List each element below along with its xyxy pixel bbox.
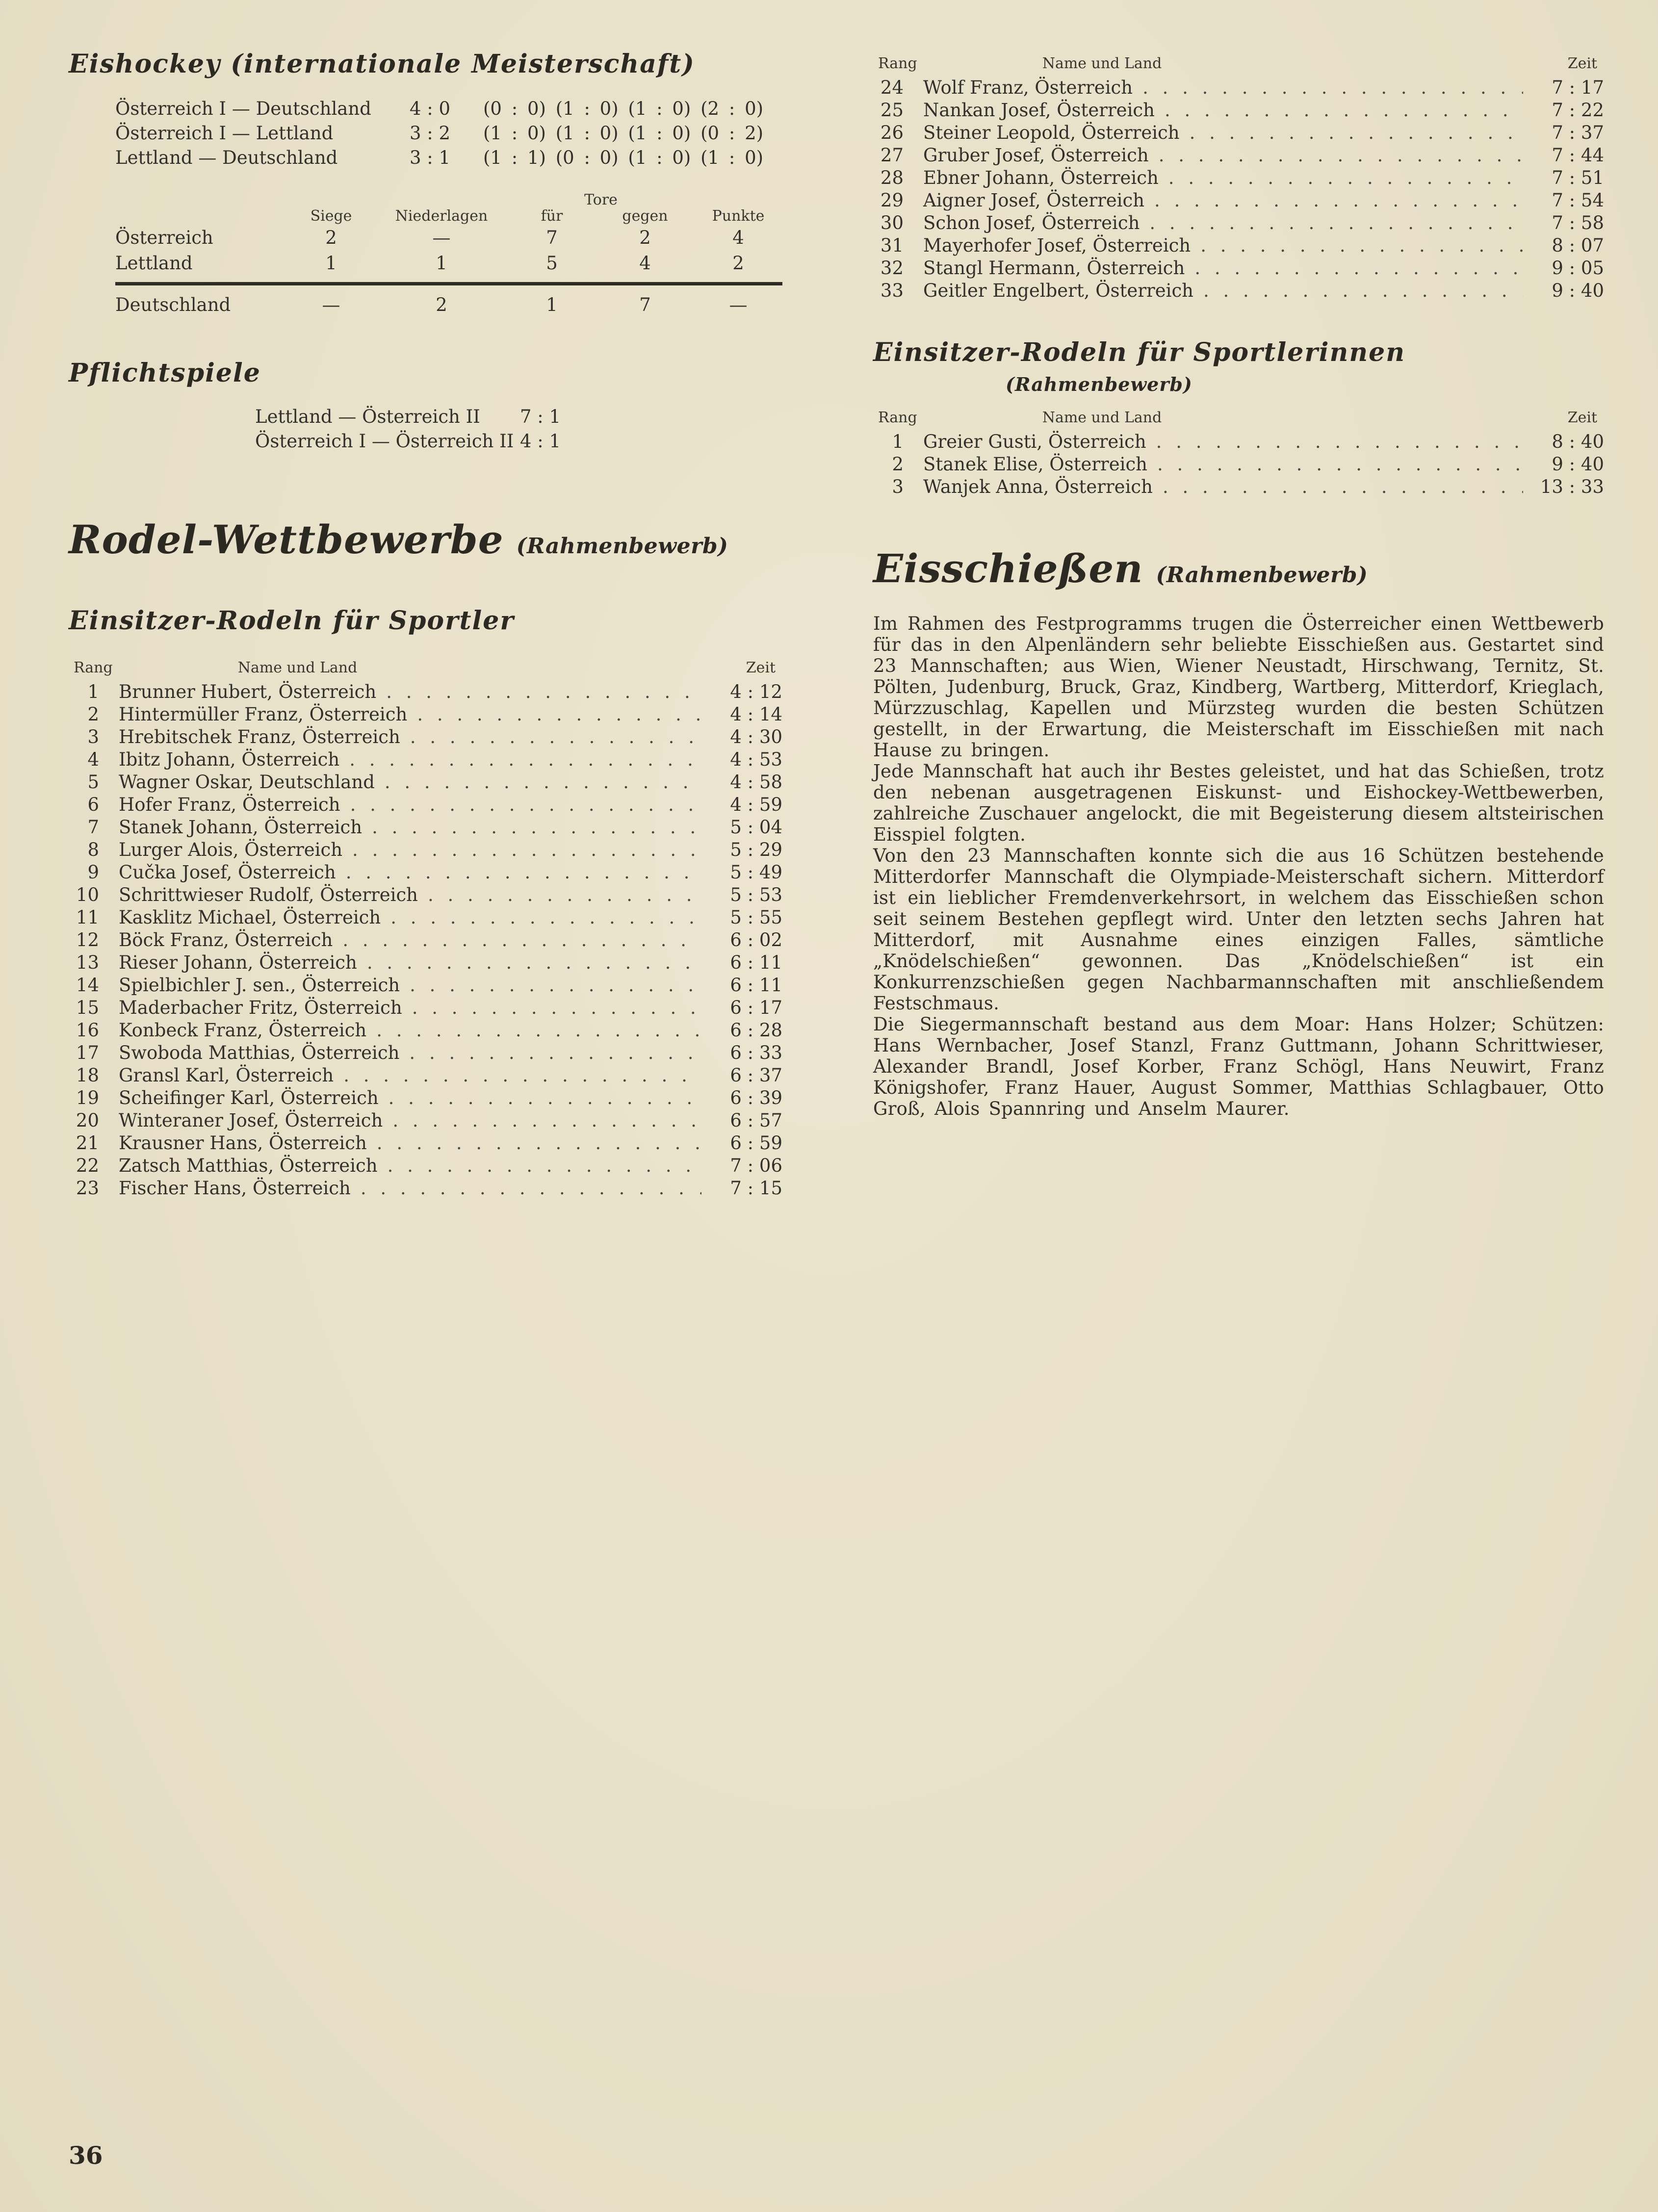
rank-number: 3: [87, 726, 99, 747]
rank-row: [873, 144, 1604, 167]
time-value: 4 : 53: [730, 749, 782, 770]
rang-column-header: Rang: [878, 55, 917, 72]
niederlagen-column-header: Niederlagen: [395, 207, 488, 225]
rank-number: 26: [880, 122, 904, 143]
rank-number: 17: [76, 1042, 99, 1063]
dot-leader: [342, 929, 701, 952]
rank-row: [873, 99, 1604, 122]
time-value: 7 : 54: [1552, 190, 1604, 211]
tore-gegen-column-header: gegen: [622, 207, 668, 225]
niederlagen-value: —: [432, 227, 451, 248]
siege-value: 2: [325, 227, 337, 248]
rank-row: [69, 861, 782, 884]
dot-leader: [410, 726, 701, 748]
rank-number: 5: [87, 772, 99, 793]
rank-number: 1: [892, 431, 904, 452]
eishockey-title: Eishockey (internationale Meisterschaft): [69, 49, 695, 79]
competitor-name: Hintermüller Franz, Österreich: [119, 704, 408, 725]
punkte-value: 2: [732, 253, 744, 274]
rodel-title-text: Rodel-Wettbewerbe: [69, 516, 504, 563]
name-column-header: Name und Land: [237, 659, 358, 676]
page-number: 36: [69, 2141, 103, 2170]
competitor-name: Stanek Johann, Österreich: [119, 817, 363, 838]
rang-column-header: Rang: [74, 659, 113, 676]
standings-row: [115, 225, 782, 251]
time-value: 13 : 33: [1540, 476, 1604, 497]
time-value: 5 : 29: [730, 839, 782, 860]
rank-row: [873, 189, 1604, 212]
rank-number: 4: [87, 749, 99, 770]
rank-number: 28: [880, 167, 904, 188]
rank-row: [873, 453, 1604, 476]
pflichtspiele-title: Pflichtspiele: [69, 358, 261, 388]
dot-leader: [352, 839, 701, 861]
competitor-name: Hofer Franz, Österreich: [119, 794, 340, 815]
time-value: 7 : 22: [1552, 100, 1604, 121]
competitor-name: Ebner Johann, Österreich: [923, 167, 1159, 188]
competitor-name: Lurger Alois, Österreich: [119, 839, 343, 860]
name-column-header: Name und Land: [1042, 409, 1162, 426]
standings-rows-below-line: [115, 292, 782, 318]
rank-row: [69, 929, 782, 952]
rank-number: 1: [87, 681, 99, 702]
standings-divider-rule: [115, 282, 782, 285]
rank-row: [873, 167, 1604, 189]
time-value: 8 : 40: [1552, 431, 1604, 452]
competitor-name: Gruber Josef, Österreich: [923, 145, 1149, 166]
dot-leader: [350, 794, 701, 816]
rank-number: 18: [76, 1065, 99, 1086]
match-score: 3 : 1: [410, 147, 451, 168]
competitor-name: Geitler Engelbert, Österreich: [923, 280, 1193, 301]
rank-number: 25: [880, 100, 904, 121]
match-period-scores: (0 : 0) (1 : 0) (1 : 0) (2 : 0): [483, 98, 764, 119]
time-value: 4 : 59: [730, 794, 782, 815]
match-score: 4 : 0: [410, 98, 451, 119]
rank-row: [69, 1019, 782, 1042]
siege-value: 1: [325, 253, 337, 274]
rank-number: 2: [892, 454, 904, 475]
rank-row: [69, 816, 782, 839]
time-value: 9 : 40: [1552, 280, 1604, 301]
dot-leader: [386, 681, 701, 703]
dot-leader: [412, 997, 701, 1019]
competitor-name: Swoboda Matthias, Österreich: [119, 1042, 400, 1063]
sportlerinnen-section-title: Einsitzer-Rodeln für Sportlerinnen: [873, 337, 1406, 367]
rank-number: 12: [76, 929, 99, 951]
eishockey-standings-table: [115, 193, 782, 318]
time-value: 9 : 40: [1552, 454, 1604, 475]
sportlerinnen-rahmenbewerb-subtitle: (Rahmenbewerb): [1006, 373, 1192, 395]
rank-number: 19: [76, 1087, 99, 1108]
time-value: 7 : 37: [1552, 122, 1604, 143]
dot-leader: [1165, 99, 1523, 122]
competitor-name: Aigner Josef, Österreich: [923, 190, 1145, 211]
time-value: 6 : 57: [730, 1110, 782, 1131]
dot-leader: [1163, 476, 1523, 498]
rank-number: 2: [87, 704, 99, 725]
time-value: 6 : 02: [730, 929, 782, 951]
dot-leader: [410, 974, 701, 997]
time-value: 7 : 44: [1552, 145, 1604, 166]
rodel-wettbewerbe-title: [69, 516, 782, 563]
competitor-name: Cučka Josef, Österreich: [119, 862, 336, 883]
sportlerinnen-list: [873, 431, 1604, 498]
time-value: 6 : 33: [730, 1042, 782, 1063]
match-result-row: [115, 121, 782, 146]
zeit-column-header: Zeit: [1567, 409, 1597, 426]
zeit-column-header: Zeit: [746, 659, 776, 676]
rank-row: [873, 122, 1604, 144]
dot-leader: [389, 1087, 701, 1109]
rank-row: [69, 1109, 782, 1132]
left-column: [69, 49, 782, 1200]
rank-number: 20: [76, 1110, 99, 1131]
rank-number: 22: [76, 1155, 99, 1176]
niederlagen-value: 1: [436, 253, 447, 274]
time-value: 7 : 51: [1552, 167, 1604, 188]
competitor-name: Winteraner Josef, Österreich: [119, 1110, 383, 1131]
siege-column-header: Siege: [310, 207, 352, 225]
match-score: 3 : 2: [410, 123, 451, 144]
competitor-name: Krausner Hans, Österreich: [119, 1132, 367, 1154]
competitor-name: Stangl Hermann, Österreich: [923, 257, 1185, 279]
time-value: 7 : 15: [730, 1178, 782, 1199]
standings-tore-header-row: [115, 193, 782, 207]
rank-number: 15: [76, 997, 99, 1018]
dot-leader: [385, 771, 701, 794]
rank-number: 11: [76, 907, 99, 928]
time-value: 6 : 28: [730, 1020, 782, 1041]
rank-number: 7: [87, 817, 99, 838]
competitor-name: Wagner Oskar, Deutschland: [119, 772, 375, 793]
dot-leader: [367, 952, 701, 974]
competitor-name: Steiner Leopold, Österreich: [923, 122, 1180, 143]
rodel-rahmenbewerb-subtitle: (Rahmenbewerb): [516, 534, 728, 559]
team-name: Deutschland: [115, 294, 231, 315]
standings-row: [115, 251, 782, 276]
rank-row: [69, 726, 782, 748]
rank-row: [69, 839, 782, 861]
rank-row: [873, 212, 1604, 234]
dot-leader: [1190, 122, 1523, 144]
match-result-row: [115, 97, 782, 121]
niederlagen-value: 2: [436, 294, 447, 315]
standings-header-row: [115, 207, 782, 225]
rank-number: 3: [892, 476, 904, 497]
time-value: 4 : 14: [730, 704, 782, 725]
rank-row: [69, 681, 782, 703]
tore-fuer-value: 1: [546, 294, 558, 315]
dot-leader: [409, 1042, 701, 1064]
competitor-name: Greier Gusti, Österreich: [923, 431, 1146, 452]
standings-row: [115, 292, 782, 318]
match-result-row: [115, 146, 782, 170]
rank-row: [69, 884, 782, 906]
siege-value: —: [322, 294, 340, 315]
rank-row: [873, 431, 1604, 453]
rang-column-header: Rang: [878, 409, 917, 426]
dot-leader: [1154, 189, 1523, 212]
dot-leader: [1156, 431, 1523, 453]
rank-number: 33: [880, 280, 904, 301]
rank-row: [69, 1064, 782, 1087]
dot-leader: [346, 861, 701, 884]
dot-leader: [1200, 234, 1523, 257]
dot-leader: [349, 748, 701, 771]
tore-column-label: Tore: [584, 191, 618, 208]
time-value: 8 : 07: [1552, 235, 1604, 256]
rank-number: 16: [76, 1020, 99, 1041]
eisschiessen-rahmenbewerb-subtitle: (Rahmenbewerb): [1156, 563, 1368, 588]
rank-row: [69, 1155, 782, 1177]
paragraph: Jede Mannschaft hat auch ihr Bestes geleistet, und hat das Schießen, trotz den nebenan ausgetragenen Eiskunst- und Eishockey-Wettbewerben, zahlreiche Zuschauer angelockt, die mit Begeisterung diesem altsteirischen Eisspiel folgten.: [873, 761, 1604, 845]
sportler-list-left: [69, 681, 782, 1200]
rank-row: [873, 257, 1604, 280]
paragraph: Von den 23 Mannschaften konnte sich die aus 16 Schützen bestehende Mitterdorfer Mannschaft die Olympiade-Meisterschaft sichern. Mitterdorf ist ein lieblicher Fremdenverkehrsort, in welchem das Eisschießen schon seit seinem Bestehen gepflegt wird. Unter den letzten sechs Jahren hat Mitterdorf, mit Ausnahme eines einzigen Falles, sämtliche „Knödelschießen“ gewonnen. Das „Knödelschießen“ ist ein Konkurrenzschießen gegen Nachbarmannschaften mit anschließendem Festschmaus.: [873, 845, 1604, 1014]
dot-leader: [1168, 167, 1523, 189]
team-name: Österreich: [115, 227, 213, 248]
competitor-name: Zatsch Matthias, Österreich: [119, 1155, 378, 1176]
time-value: 6 : 11: [730, 975, 782, 996]
competitor-name: Rieser Johann, Österreich: [119, 952, 357, 973]
rank-row: [69, 794, 782, 816]
time-value: 6 : 59: [730, 1132, 782, 1154]
competitor-name: Kasklitz Michael, Österreich: [119, 907, 381, 928]
rank-number: 24: [880, 77, 904, 98]
rank-number: 23: [76, 1178, 99, 1199]
rank-row: [69, 771, 782, 794]
competitor-name: Wolf Franz, Österreich: [923, 77, 1133, 98]
tore-gegen-value: 2: [639, 227, 651, 248]
rank-row: [69, 748, 782, 771]
dot-leader: [1203, 280, 1523, 302]
team-name: Lettland: [115, 253, 193, 274]
dot-leader: [372, 816, 701, 839]
rank-row: [873, 280, 1604, 302]
match-teams: Österreich I — Deutschland: [115, 98, 371, 119]
rank-row: [69, 703, 782, 726]
dot-leader: [361, 1177, 701, 1200]
eisschiessen-paragraphs: [873, 613, 1604, 1119]
eisschiessen-title-text: Eisschießen: [873, 545, 1143, 592]
sportlerinnen-list-header: [873, 409, 1604, 427]
sportler-section-title: Einsitzer-Rodeln für Sportler: [69, 606, 515, 636]
rank-number: 13: [76, 952, 99, 973]
pflicht-result-row: [255, 429, 782, 454]
rank-number: 21: [76, 1132, 99, 1154]
rank-row: [69, 952, 782, 974]
rank-number: 10: [76, 884, 99, 905]
dot-leader: [1157, 453, 1523, 476]
rank-row: [69, 1087, 782, 1109]
competitor-name: Wanjek Anna, Österreich: [923, 476, 1153, 497]
match-teams: Lettland — Deutschland: [115, 147, 338, 168]
time-value: 7 : 17: [1552, 77, 1604, 98]
dot-leader: [1149, 212, 1523, 234]
rank-row: [69, 906, 782, 929]
punkte-column-header: Punkte: [712, 207, 765, 225]
competitor-name: Mayerhofer Josef, Österreich: [923, 235, 1191, 256]
tore-gegen-value: 7: [639, 294, 651, 315]
standings-rows-above-line: [115, 225, 782, 276]
time-value: 7 : 06: [730, 1155, 782, 1176]
competitor-name: Fischer Hans, Österreich: [119, 1178, 351, 1199]
match-period-scores: (1 : 1) (0 : 0) (1 : 0) (1 : 0): [483, 147, 764, 168]
competitor-name: Stanek Elise, Österreich: [923, 454, 1148, 475]
tore-fuer-value: 5: [546, 253, 558, 274]
time-value: 5 : 04: [730, 817, 782, 838]
dot-leader: [390, 906, 701, 929]
match-score: 4 : 1: [520, 431, 561, 452]
dot-leader: [1142, 77, 1523, 99]
zeit-column-header: Zeit: [1567, 55, 1597, 72]
time-value: 6 : 17: [730, 997, 782, 1018]
time-value: 4 : 30: [730, 726, 782, 747]
time-value: 6 : 11: [730, 952, 782, 973]
competitor-name: Maderbacher Fritz, Österreich: [119, 997, 402, 1018]
sportler-list-header-right: [873, 55, 1604, 73]
competitor-name: Ibitz Johann, Österreich: [119, 749, 340, 770]
time-value: 5 : 49: [730, 862, 782, 883]
rank-number: 27: [880, 145, 904, 166]
competitor-name: Brunner Hubert, Österreich: [119, 681, 377, 702]
tore-fuer-column-header: für: [541, 207, 563, 225]
rank-row: [69, 997, 782, 1019]
paragraph: Die Siegermannschaft bestand aus dem Moar: Hans Holzer; Schützen: Hans Wernbacher, Josef Stanzl, Franz Guttmann, Johann Schrittwieser, Alexander Brandl, Josef Korber, Franz Schögl, Hans Neuwirt, Franz Königshofer, Franz Hauer, August Sommer, Matthias Schlagbauer, Otto Groß, Alois Spannring und Anselm Maurer.: [873, 1014, 1604, 1119]
tore-gegen-value: 4: [639, 253, 651, 274]
match-period-scores: (1 : 0) (1 : 0) (1 : 0) (0 : 2): [483, 123, 764, 144]
rank-number: 31: [880, 235, 904, 256]
pflichtspiele-results: [255, 405, 782, 454]
competitor-name: Scheifinger Karl, Österreich: [119, 1087, 379, 1108]
eishockey-results: [115, 97, 782, 170]
time-value: 4 : 12: [730, 681, 782, 702]
sportler-list-header-left: [69, 659, 782, 677]
rank-row: [873, 234, 1604, 257]
match-teams: Österreich I — Lettland: [115, 123, 334, 144]
rank-row: [69, 974, 782, 997]
name-column-header: Name und Land: [1042, 55, 1162, 72]
rank-number: 8: [87, 839, 99, 860]
dot-leader: [388, 1155, 701, 1177]
rank-row: [69, 1177, 782, 1200]
rank-row: [69, 1132, 782, 1155]
punkte-value: 4: [732, 227, 744, 248]
paragraph: Im Rahmen des Festprogramms trugen die Österreicher einen Wettbewerb für das in den Alpenländern sehr beliebte Eisschießen aus. Gestartet sind 23 Mannschaften; aus Wien, Wiener Neustadt, Hirschwang, Ternitz, St. Pölten, Judenburg, Bruck, Graz, Kindberg, Wartberg, Mitterdorf, Krieglach, Mürzzuschlag, Kapellen und Mürzsteg wurden die besten Schützen gestellt, in der Erwartung, die Meisterschaft im Eisschießen mit nach Hause zu bringen.: [873, 613, 1604, 761]
rank-number: 32: [880, 257, 904, 279]
competitor-name: Konbeck Franz, Österreich: [119, 1020, 367, 1041]
eisschiessen-title: [873, 545, 1604, 592]
time-value: 5 : 55: [730, 907, 782, 928]
dot-leader: [1159, 144, 1523, 167]
competitor-name: Schrittwieser Rudolf, Österreich: [119, 884, 418, 905]
dot-leader: [343, 1064, 701, 1087]
rank-row: [873, 77, 1604, 99]
rank-number: 29: [880, 190, 904, 211]
dot-leader: [1194, 257, 1523, 280]
match-score: 7 : 1: [520, 406, 561, 427]
dot-leader: [428, 884, 701, 906]
time-value: 4 : 58: [730, 772, 782, 793]
time-value: 6 : 39: [730, 1087, 782, 1108]
rank-number: 6: [87, 794, 99, 815]
time-value: 5 : 53: [730, 884, 782, 905]
competitor-name: Nankan Josef, Österreich: [923, 100, 1155, 121]
time-value: 9 : 05: [1552, 257, 1604, 279]
dot-leader: [392, 1109, 701, 1132]
rank-number: 30: [880, 212, 904, 233]
competitor-name: Schon Josef, Österreich: [923, 212, 1140, 233]
time-value: 6 : 37: [730, 1065, 782, 1086]
match-teams: Österreich I — Österreich II: [255, 431, 514, 452]
competitor-name: Hrebitschek Franz, Österreich: [119, 726, 400, 747]
rank-number: 14: [76, 975, 99, 996]
punkte-value: —: [729, 294, 748, 315]
rank-number: 9: [87, 862, 99, 883]
tore-fuer-value: 7: [546, 227, 558, 248]
rank-row: [69, 1042, 782, 1064]
dot-leader: [417, 703, 701, 726]
sportler-list-right: [873, 77, 1604, 302]
rank-row: [873, 476, 1604, 498]
competitor-name: Spielbichler J. sen., Österreich: [119, 975, 400, 996]
dot-leader: [377, 1132, 701, 1155]
competitor-name: Böck Franz, Österreich: [119, 929, 333, 951]
competitor-name: Gransl Karl, Österreich: [119, 1065, 334, 1086]
right-column: [873, 49, 1604, 1200]
time-value: 7 : 58: [1552, 212, 1604, 233]
match-teams: Lettland — Österreich II: [255, 406, 480, 427]
pflicht-result-row: [255, 405, 782, 429]
dot-leader: [376, 1019, 701, 1042]
